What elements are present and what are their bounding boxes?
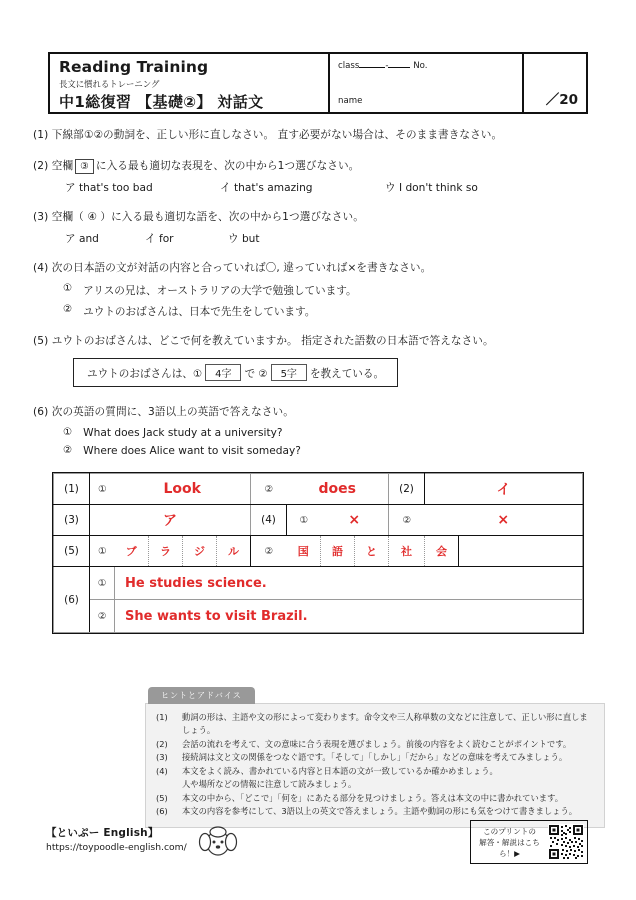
row4-answer-1[interactable]: He studies science. <box>115 567 583 600</box>
class-label: class <box>338 61 360 71</box>
row4-answer-2[interactable]: She wants to visit Brazil. <box>115 600 583 633</box>
template-lead: ユウトのおばさんは、 <box>87 368 193 381</box>
template-tail: を教えている。 <box>309 368 385 381</box>
hint-6-text: 本文の内容を参考にして、3語以上の英文で答えましょう。主語や動詞の形にも気をつけて書きましょう。 <box>182 806 578 817</box>
sub-marker-2: ② <box>63 303 73 315</box>
question-2 <box>33 159 613 195</box>
choice-3-a[interactable]: ア and <box>65 232 99 245</box>
brand-url[interactable]: https://toypoodle-english.com/ <box>46 842 187 853</box>
table-row-1 <box>54 474 583 505</box>
sub6-marker-1: ① <box>63 427 73 439</box>
sub-text-2: ユウトのおばさんは、日本で先生をしています。 <box>83 305 316 318</box>
template-marker-2: ② <box>258 369 268 381</box>
choice-3-c[interactable]: ウ but <box>228 232 260 245</box>
table-row-4b <box>54 600 583 633</box>
row4-marker-1: ① <box>90 567 115 600</box>
hint-2-number: (2) <box>156 738 168 749</box>
question-6-text <box>33 405 613 421</box>
row1-answer-1[interactable]: Look <box>115 474 251 505</box>
sub6-text-2: Where does Alice want to visit someday? <box>83 445 301 458</box>
row2-marker-1: ① <box>287 505 321 536</box>
row3-empty-tail <box>459 536 583 567</box>
question-6-sub-2 <box>33 445 613 457</box>
row2-answer-2[interactable]: × <box>321 505 389 536</box>
title-english: Reading Training <box>59 58 209 76</box>
question-1-body: 下線部①②の動詞を、正しい形に直しなさい。 直す必要がない場合は、そのまま書きなさい。 <box>51 129 503 141</box>
row2-label: (3) <box>54 505 90 536</box>
template-marker-1: ① <box>192 369 203 381</box>
row3-char-2-3[interactable]: と <box>355 536 389 567</box>
question-6-number: (6) <box>33 406 49 419</box>
answer-table <box>52 472 584 634</box>
question-3-text <box>33 210 613 226</box>
questions-section <box>33 128 613 459</box>
table-row-3 <box>54 536 583 567</box>
question-3 <box>33 210 613 246</box>
question-4-body: 次の日本語の文が対話の内容と合っていれば〇, 違っていれば×を書きなさい。 <box>51 261 432 274</box>
row2-label-2: (4) <box>251 505 287 536</box>
hint-4-number: (4) <box>156 765 168 776</box>
name-field[interactable]: name <box>338 96 363 106</box>
question-4-sub-2 <box>33 304 613 319</box>
row1-answer-2[interactable]: does <box>287 474 389 505</box>
row3-label: (5) <box>54 536 90 567</box>
question-5-answer-template <box>73 358 398 387</box>
question-5-number: (5) <box>33 334 49 347</box>
row2-marker-2: ② <box>389 505 425 536</box>
choice-3-b[interactable]: イ for <box>145 232 174 245</box>
question-2-body-after: に入る最も適切な表現を、次の中から1つ選びなさい。 <box>95 159 360 172</box>
row4-label: (6) <box>54 567 90 633</box>
row1-label-2: (2) <box>389 474 425 505</box>
class-field[interactable] <box>338 61 427 71</box>
question-3-choices <box>33 231 613 246</box>
row4-marker-2: ② <box>90 600 115 633</box>
sub-text-1: アリスの兄は、オーストラリアの大学で勉強しています。 <box>83 284 357 297</box>
choice-2-b[interactable]: イ that's amazing <box>220 181 313 194</box>
hint-item-3 <box>156 751 594 764</box>
template-count-2: 5字 <box>271 364 307 381</box>
hint-3-number: (3) <box>156 752 168 763</box>
question-1-number: (1) <box>33 129 49 141</box>
question-6-sub-1 <box>33 427 613 439</box>
row3-char-1-1[interactable]: ブ <box>115 536 149 567</box>
template-count-1: 4字 <box>205 364 241 381</box>
row3-marker-1: ① <box>90 536 115 567</box>
row1-label: (1) <box>54 474 90 505</box>
hint-6-number: (6) <box>156 806 168 817</box>
hint-1-text: 動詞の形は、主語や文の形によって変わります。命令文や三人称単数の文などに注意して、正しい形に直しましょう。 <box>182 712 588 736</box>
question-2-blank-box: ③ <box>75 159 94 174</box>
hint-1-number: (1) <box>156 712 168 722</box>
score-total: ／20 <box>545 92 578 108</box>
hint-item-1 <box>156 711 594 738</box>
question-6-body: 次の英語の質問に、3語以上の英語で答えなさい。 <box>51 406 294 419</box>
template-mid: で <box>244 368 256 381</box>
hint-2-text: 会話の流れを考えて、文の意味に合う表現を選びましょう。前後の内容をよく読むことがポイントです。 <box>182 738 572 749</box>
choice-2-c[interactable]: ウ I don't think so <box>385 181 478 194</box>
qr-caption <box>471 826 548 859</box>
hints-section <box>145 683 605 828</box>
sub6-marker-2: ② <box>63 445 73 457</box>
worksheet-header <box>48 52 588 114</box>
row3-char-1-3[interactable]: ジ <box>183 536 217 567</box>
hint-item-4 <box>156 765 594 778</box>
class-dash: - <box>385 61 389 71</box>
hint-item-2 <box>156 738 594 751</box>
hint-item-6 <box>156 805 594 818</box>
question-4-number: (4) <box>33 261 49 274</box>
header-name-block <box>330 54 524 112</box>
row3-char-2-2[interactable]: 語 <box>321 536 355 567</box>
question-5-body: ユウトのおばさんは、どこで何を教えていますか。 指定された語数の日本語で答えなさい。 <box>51 334 494 347</box>
poodle-logo-icon <box>195 826 241 864</box>
row1-answer-3[interactable]: イ <box>425 474 583 505</box>
hints-body <box>145 703 605 828</box>
table-row-4a <box>54 567 583 600</box>
hint-5-number: (5) <box>156 792 168 803</box>
no-label: No. <box>413 61 428 71</box>
question-3-body: 空欄（ ④ ）に入る最も適切な語を、次の中から1つ選びなさい。 <box>51 210 364 223</box>
hints-tab-label: ヒントとアドバイス <box>148 687 255 704</box>
row3-char-2-5[interactable]: 会 <box>425 536 459 567</box>
header-title-block <box>50 54 330 112</box>
question-2-number: (2) <box>33 159 49 172</box>
question-2-choices <box>33 180 613 195</box>
row1-marker-2: ② <box>251 474 287 505</box>
choice-2-a[interactable]: ア that's too bad <box>65 181 153 194</box>
sub-marker-1: ① <box>63 282 73 294</box>
question-1-text <box>33 128 613 144</box>
footer-brand-block <box>46 825 241 864</box>
hint-4-continuation: 人や場所などの情報に注意して読みましょう。 <box>182 779 357 790</box>
row1-marker-1: ① <box>90 474 115 505</box>
question-4 <box>33 261 613 319</box>
row2-answer-1[interactable]: ア <box>90 505 251 536</box>
sub6-text-1: What does Jack study at a university? <box>83 427 283 440</box>
question-5-text <box>33 334 613 350</box>
question-1 <box>33 128 613 144</box>
hint-4-text: 本文をよく読み、書かれている内容と日本語の文が一致しているか確かめましょう。 <box>182 765 498 776</box>
question-6 <box>33 405 613 457</box>
question-4-text <box>33 261 613 277</box>
row3-char-1-4[interactable]: ル <box>217 536 251 567</box>
row3-char-2-4[interactable]: 社 <box>389 536 425 567</box>
row2-answer-3[interactable]: × <box>425 505 583 536</box>
question-5 <box>33 334 613 388</box>
question-3-number: (3) <box>33 210 49 223</box>
hint-item-5 <box>156 792 594 805</box>
title-japanese: 中1総復習 【基礎②】 対話文 <box>59 93 264 112</box>
answer-link-box[interactable] <box>470 820 588 864</box>
qr-code-icon[interactable] <box>548 824 584 860</box>
question-2-text <box>33 159 613 175</box>
qr-caption-line2: 解答・解説はこちら！▶ <box>479 837 540 858</box>
hint-3-text: 接続詞は文と文の関係をつなぐ語です。「そして」「しかし」「だから」などの意味を考えてみましょう。 <box>182 752 568 763</box>
row3-char-1-2[interactable]: ラ <box>149 536 183 567</box>
qr-caption-line1: このプリントの <box>483 826 536 836</box>
brand-name: 【といぷー English】 <box>46 827 159 839</box>
hint-5-text: 本文の中から、「どこで」「何を」にあたる部分を見つけましょう。答えは本文の中に書かれています。 <box>182 792 563 803</box>
subtitle-japanese: 長文に慣れるトレーニング <box>59 78 160 89</box>
question-4-sub-1 <box>33 283 613 298</box>
row3-char-2-1[interactable]: 国 <box>287 536 321 567</box>
table-row-2 <box>54 505 583 536</box>
row3-marker-2: ② <box>251 536 287 567</box>
question-2-body-before: 空欄 <box>51 159 74 172</box>
score-field[interactable] <box>524 54 586 112</box>
